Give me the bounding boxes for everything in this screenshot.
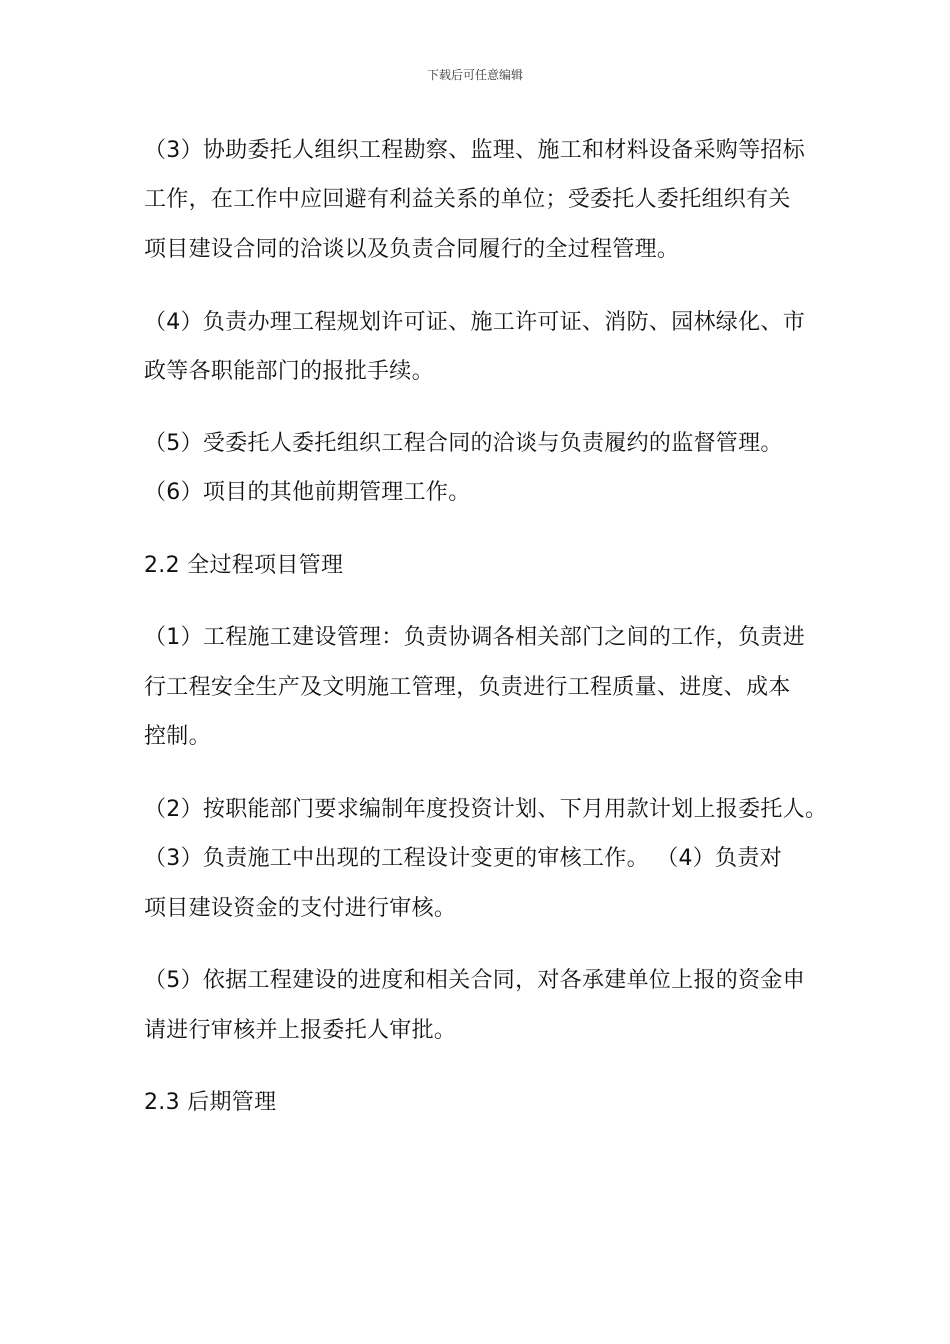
paragraph-line: 政等各职能部门的报批手续。	[144, 359, 434, 384]
page-header: 下载后可任意编辑	[426, 68, 523, 82]
paragraph-line: 工作，在工作中应回避有利益关系的单位；受委托人委托组织有关	[144, 187, 791, 212]
section-heading: 2.3 后期管理	[144, 1090, 277, 1115]
paragraph-line: （6）项目的其他前期管理工作。	[144, 480, 471, 505]
paragraph-line: （1）工程施工建设管理：负责协调各相关部门之间的工作，负责进	[144, 625, 805, 650]
paragraph-line: （5）受委托人委托组织工程合同的洽谈与负责履约的监督管理。	[144, 431, 783, 456]
paragraph-line: （2）按职能部门要求编制年度投资计划、下月用款计划上报委托人。	[144, 797, 828, 822]
paragraph-line: 控制。	[144, 724, 211, 749]
paragraph-line: （3）协助委托人组织工程勘察、监理、施工和材料设备采购等招标	[144, 138, 805, 163]
paragraph-line: （4）负责办理工程规划许可证、施工许可证、消防、园林绿化、市	[144, 310, 805, 335]
section-heading: 2.2 全过程项目管理	[144, 553, 344, 578]
paragraph-line: 项目建设合同的洽谈以及负责合同履行的全过程管理。	[144, 237, 680, 262]
paragraph-line: 项目建设资金的支付进行审核。	[144, 896, 457, 921]
paragraph-line: （3）负责施工中出现的工程设计变更的审核工作。 （4）负责对	[144, 846, 782, 871]
paragraph-line: 行工程安全生产及文明施工管理，负责进行工程质量、进度、成本	[144, 675, 791, 700]
paragraph-line: 请进行审核并上报委托人审批。	[144, 1018, 457, 1043]
paragraph-line: （5）依据工程建设的进度和相关合同，对各承建单位上报的资金申	[144, 968, 805, 993]
